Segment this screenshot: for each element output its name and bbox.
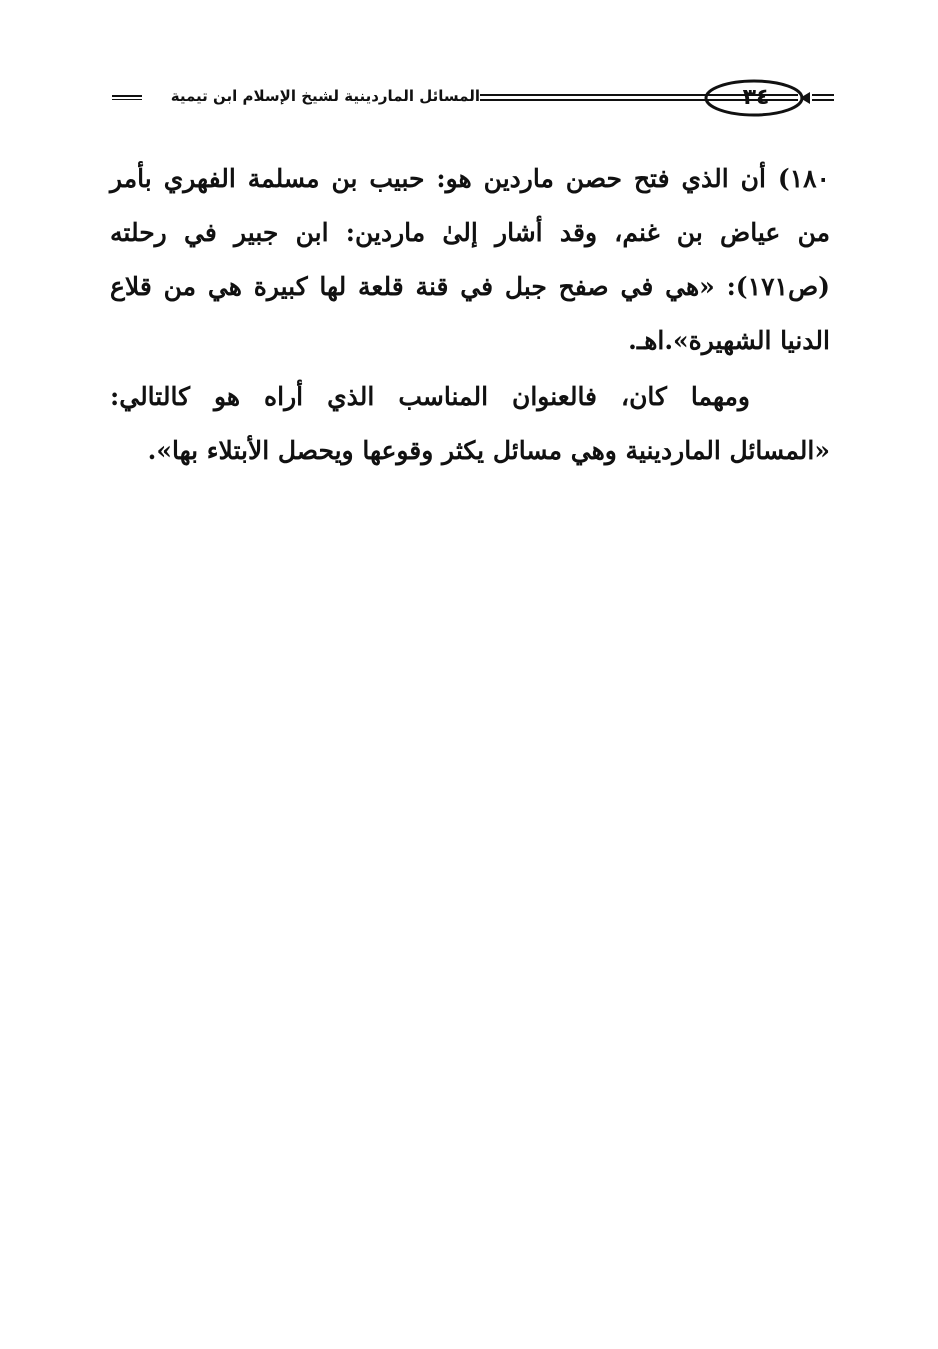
body-text <box>110 152 830 478</box>
conclusion-line: «المسائل الماردينية وهي مسائل يكثر وقوعها ويحصل الأبتلاء بها». <box>147 436 830 465</box>
page-number-badge <box>702 78 810 118</box>
running-header <box>112 74 832 122</box>
page-number: ٣٤ <box>742 85 770 110</box>
conclusion-line: ومهما كان، فالعنوان المناسب الذي أراه هو كالتالي: <box>110 382 750 411</box>
header-rule-right <box>812 94 834 101</box>
footnote-paragraph <box>110 152 830 368</box>
footnote-line: من عياض بن غنم، وقد أشار إلىٰ ماردين: ابن جبير في رحلته <box>110 218 830 247</box>
running-title: المسائل الماردينية لشيخ الإسلام ابن تيمية <box>170 87 480 105</box>
footnote-line: الدنيا الشهيرة».اهـ. <box>628 326 830 355</box>
conclusion-paragraph <box>110 370 830 478</box>
footnote-line: ١٨٠) أن الذي فتح حصن ماردين هو: حبيب بن مسلمة الفهري بأمر <box>110 164 830 193</box>
footnote-line: (ص١٧١): «هي في صفح جبل في قنة قلعة لها كبيرة هي من قلاع <box>110 272 830 301</box>
